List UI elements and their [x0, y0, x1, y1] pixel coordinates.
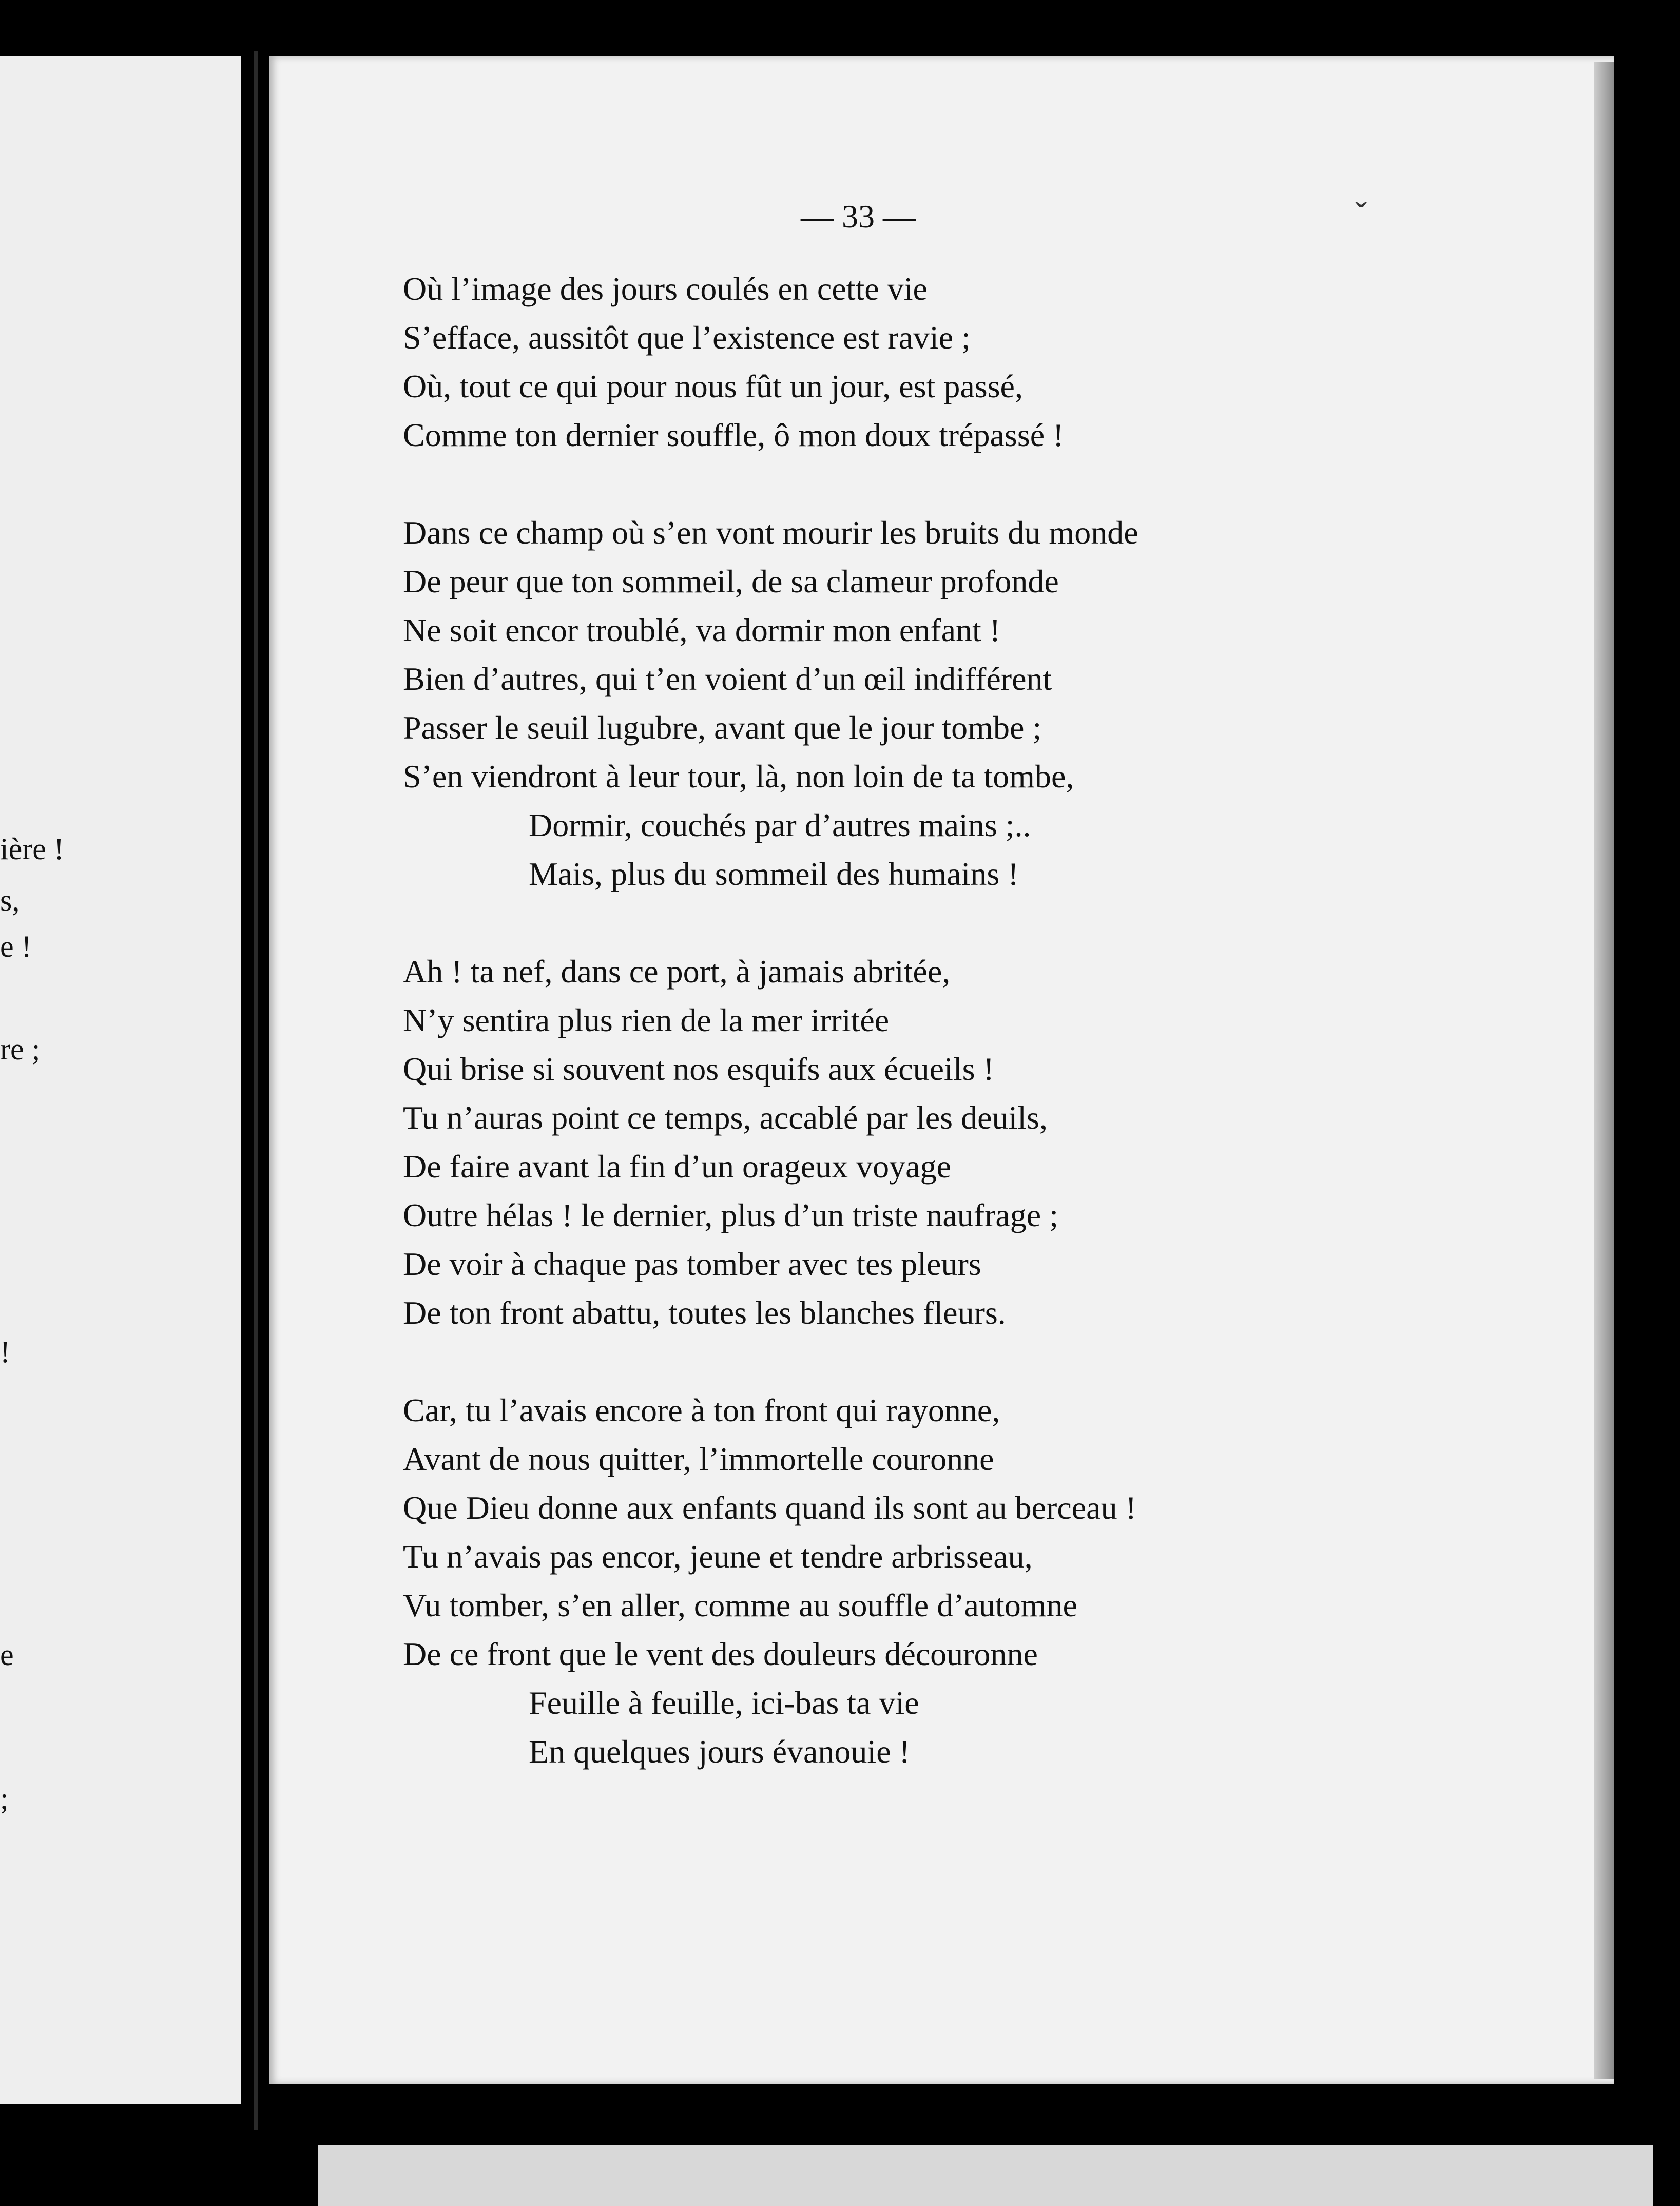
stanza	[403, 947, 1584, 1337]
left-page-fragment: !	[0, 1335, 10, 1369]
poem-line: Feuille à feuille, ici-bas ta vie	[529, 1685, 919, 1721]
poem-line: Où, tout ce qui pour nous fût un jour, est passé,	[403, 368, 1023, 404]
ink-mark: ˇ	[1355, 196, 1367, 235]
poem-line: Tu n’avais pas encor, jeune et tendre arbrisseau,	[403, 1538, 1033, 1575]
poem-line: De ce front que le vent des douleurs découronne	[403, 1636, 1038, 1672]
poem-line: Car, tu l’avais encore à ton front qui rayonne,	[403, 1392, 1000, 1428]
poem-line: Avant de nous quitter, l’immortelle couronne	[403, 1441, 994, 1477]
poem-line: Outre hélas ! le dernier, plus d’un triste naufrage ;	[403, 1197, 1058, 1233]
left-page	[0, 56, 241, 2104]
stanza-gap	[403, 898, 1584, 947]
gutter-line	[254, 51, 258, 2130]
stanza	[403, 264, 1584, 459]
left-page-fragment: e !	[0, 930, 32, 963]
poem-line: Ne soit encor troublé, va dormir mon enfant !	[403, 612, 1001, 648]
poem-line: Comme ton dernier souffle, ô mon doux trépassé !	[403, 417, 1064, 453]
poem-line: De peur que ton sommeil, de sa clameur profonde	[403, 563, 1059, 599]
stanza-gap	[403, 459, 1584, 508]
poem-line: Que Dieu donne aux enfants quand ils sont au berceau !	[403, 1489, 1136, 1526]
left-page-fragment: e	[0, 1638, 14, 1672]
poem-line: Bien d’autres, qui t’en voient d’un œil indifférent	[403, 661, 1052, 697]
left-page-fragment: ;	[0, 1782, 9, 1815]
poem-line: Ah ! ta nef, dans ce port, à jamais abritée,	[403, 953, 951, 990]
page-number: — 33 —	[801, 198, 916, 235]
poem-line: Passer le seuil lugubre, avant que le jour tombe ;	[403, 709, 1042, 746]
stanza	[403, 1386, 1584, 1776]
poem-line: De faire avant la fin d’un orageux voyage	[403, 1148, 951, 1185]
poem-line: S’efface, aussitôt que l’existence est ravie ;	[403, 319, 971, 356]
left-page-fragment: re ;	[0, 1032, 41, 1066]
poem-line: En quelques jours évanouie !	[529, 1733, 910, 1770]
poem-line: Où l’image des jours coulés en cette vie	[403, 270, 928, 307]
stanza-gap	[403, 1337, 1584, 1386]
poem-line: Qui brise si souvent nos esquifs aux écueils !	[403, 1051, 994, 1087]
stanza	[403, 508, 1584, 898]
next-page-edge	[318, 2145, 1653, 2206]
poem-body	[403, 264, 1584, 1776]
poem-line: Vu tomber, s’en aller, comme au souffle d’automne	[403, 1587, 1077, 1623]
poem-line: De voir à chaque pas tomber avec tes pleurs	[403, 1246, 981, 1282]
left-page-fragment: s,	[0, 883, 20, 917]
poem-line: N’y sentira plus rien de la mer irritée	[403, 1002, 890, 1038]
poem-line: Mais, plus du sommeil des humains !	[529, 856, 1019, 892]
poem-line: Tu n’auras point ce temps, accablé par les deuils,	[403, 1099, 1048, 1136]
poem-line: De ton front abattu, toutes les blanches fleurs.	[403, 1294, 1006, 1331]
left-page-fragment: ière !	[0, 832, 64, 866]
poem-line: S’en viendront à leur tour, là, non loin de ta tombe,	[403, 758, 1074, 795]
poem-line: Dormir, couchés par d’autres mains ;..	[529, 807, 1031, 843]
page-edge	[1594, 62, 1614, 2079]
poem-line: Dans ce champ où s’en vont mourir les bruits du monde	[403, 514, 1138, 551]
scan-border	[1614, 56, 1680, 2089]
